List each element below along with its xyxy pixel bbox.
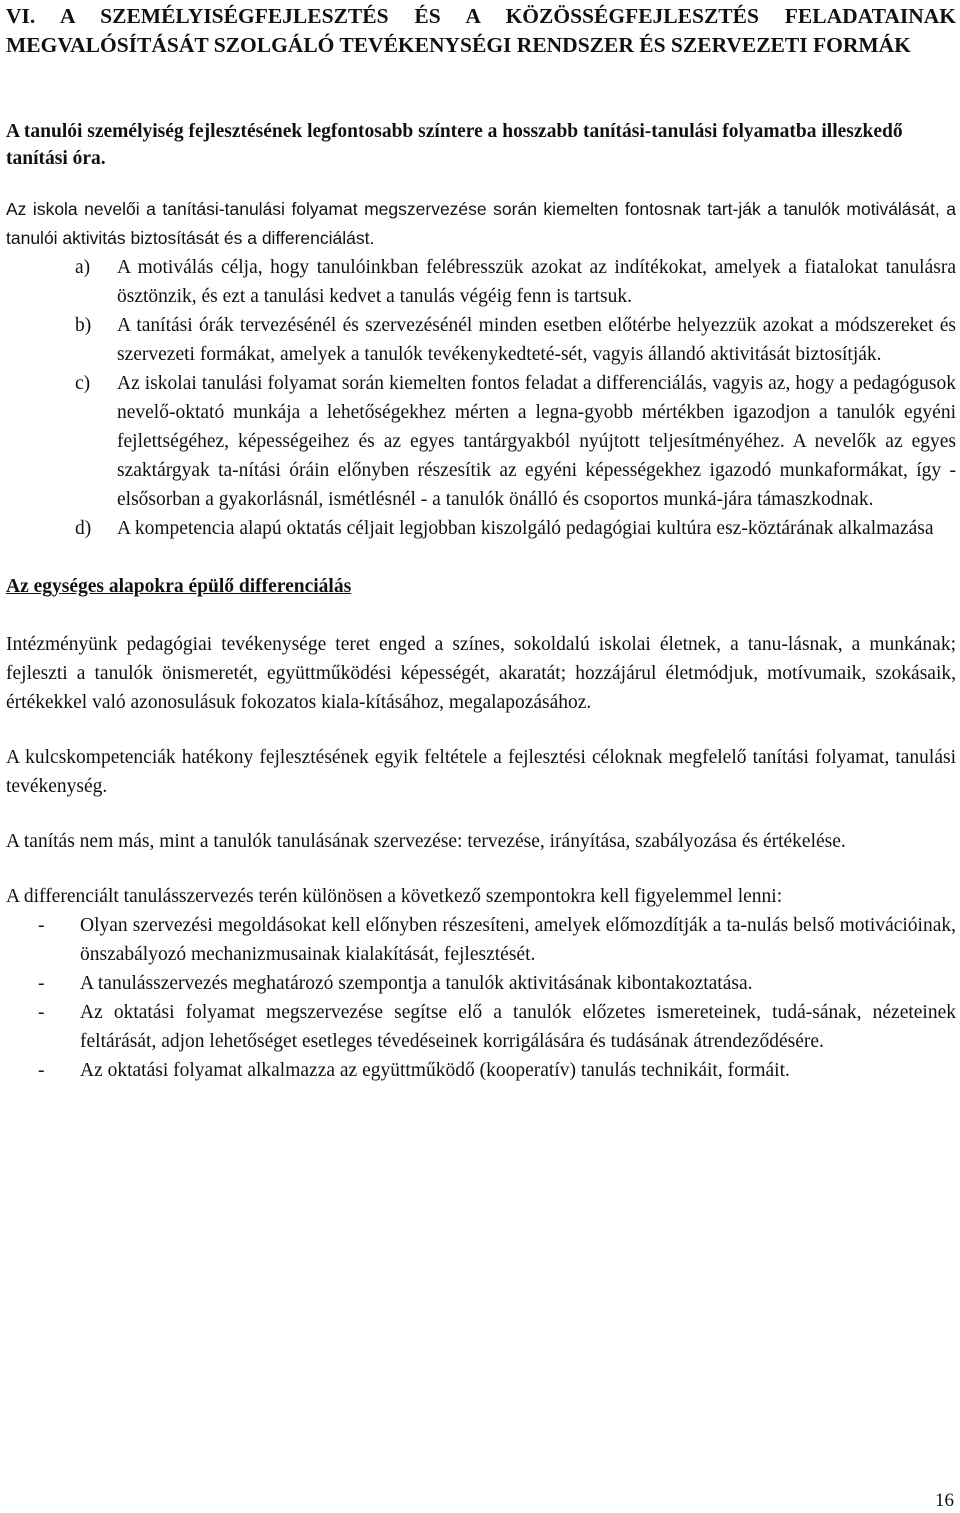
spacer [6,172,956,195]
list-item [6,911,956,969]
list-item-text: A motiválás célja, hogy tanulóinkban felébresszük azokat az indítékokat, amelyek a fiatalokat tanulásra ösztönzik, és ezt a tanulási kedvet a tanulás végéig fenn is tartsuk. [117,257,956,307]
intro-bold-paragraph: A tanulói személyiség fejlesztésének legfontosabb színtere a hosszabb tanítási-tanulási folyamatba illeszkedő tanítási óra. [6,121,903,169]
list-item [6,253,956,311]
chapter-title: VI. A SZEMÉLYISÉGFEJLESZTÉS ÉS A KÖZÖSSÉGFEJLESZTÉS FELADATAINAK MEGVALÓSÍTÁSÁT SZOLGÁLÓ TEVÉKENYSÉGI RENDSZER ÉS SZERVEZETI FORMÁK [6,4,956,57]
list-item-text: Olyan szervezési megoldásokat kell előnyben részesíteni, amelyek előmozdítják a ta-nulás belső motivációinak, önszabályozó mechanizmusainak kialakítását, fejlesztését. [80,915,956,965]
objectives-list [6,253,956,543]
paragraph-4: A differenciált tanulásszervezés terén különösen a következő szempontokra kell figyelemmel lenni: [6,886,783,907]
page-number: 16 [935,1490,954,1511]
list-item [6,514,956,543]
intro-paragraph: Az iskola nevelői a tanítási-tanulási folyamat megszervezése során kiemelten fontosnak tart-ják a tanulók motiválását, a tanulói aktivitás biztosítását és a differenciálást. [6,199,956,248]
paragraph-3: A tanítás nem más, mint a tanulók tanulásának szervezése: tervezése, irányítása, szabályozása és értékelése. [6,831,846,852]
spacer [6,856,956,882]
document-page [6,0,956,1085]
list-item-text: A tanítási órák tervezésénél és szervezésénél minden esetben előtérbe helyezzük azokat a módszereket és szervezeti formákat, amelyek a tanulók tevékenykedteté-sét, vagyis állandó aktivitását biztosítják. [117,315,956,365]
list-item [6,369,956,514]
spacer [6,717,956,743]
spacer [6,543,956,573]
list-item-text: Az iskolai tanulási folyamat során kiemelten fontos feladat a differenciálás, vagyis az, hogy a pedagógusok nevelő-oktató munkája a lehetőségekhez mérten a legna-gyobb mértékben igazodjon a tanulók egyéni fejlettségéhez, képességeihez és az egyes tantárgyakból nyújtott teljesítményéhez. A nevelők az egyes szaktárgyak ta-nítási óráin előnyben részesítik az egyéni képességekhez igazodó munkaformákat, így - elsősorban a gyakorlásnál, ismétlésnél - a tanulók önálló és csoportos munká-jára támaszkodnak. [117,373,956,510]
spacer [6,600,956,630]
dash-marker: - [38,915,45,936]
list-marker: d) [75,518,92,539]
spacer [6,60,956,118]
list-item [6,998,956,1056]
list-item-text: Az oktatási folyamat megszervezése segítse elő a tanulók előzetes ismereteinek, tudá-sának, nézeteinek feltárását, adjon lehetőséget esetleges tévedéseinek korrigálására és tudásának átrendeződésére. [80,1002,956,1052]
paragraph-1: Intézményünk pedagógiai tevékenysége teret enged a színes, sokoldalú iskolai életnek, a tanu-lásnak, a munkának; fejleszti a tanulók önismeretét, együttműködési képességét, akaratát; hozzájárul életmódjuk, motívumaik, szokásaik, értékekkel való azonosulásuk fokozatos kiala-kításához, megalapozásához. [6,634,956,713]
list-item [6,311,956,369]
list-item-text: Az oktatási folyamat alkalmazza az együttműködő (kooperatív) tanulás technikáit, formáit. [80,1060,790,1081]
guidelines-list [6,911,956,1085]
list-item-text: A tanulásszervezés meghatározó szempontja a tanulók aktivitásának kibontakoztatása. [80,973,753,994]
list-item [6,1056,956,1085]
list-item-text: A kompetencia alapú oktatás céljait legjobban kiszolgáló pedagógiai kultúra esz-köztárának alkalmazása [117,518,934,539]
dash-marker: - [38,1060,45,1081]
list-marker: b) [75,315,92,336]
paragraph-2: A kulcskompetenciák hatékony fejlesztésének egyik feltétele a fejlesztési céloknak megfelelő tanítási folyamat, tanulási tevékenység. [6,747,956,797]
section-heading: Az egységes alapokra épülő differenciálás [6,576,352,597]
spacer [6,801,956,827]
list-marker: c) [75,373,91,394]
list-item [6,969,956,998]
dash-marker: - [38,973,45,994]
dash-marker: - [38,1002,45,1023]
list-marker: a) [75,257,91,278]
